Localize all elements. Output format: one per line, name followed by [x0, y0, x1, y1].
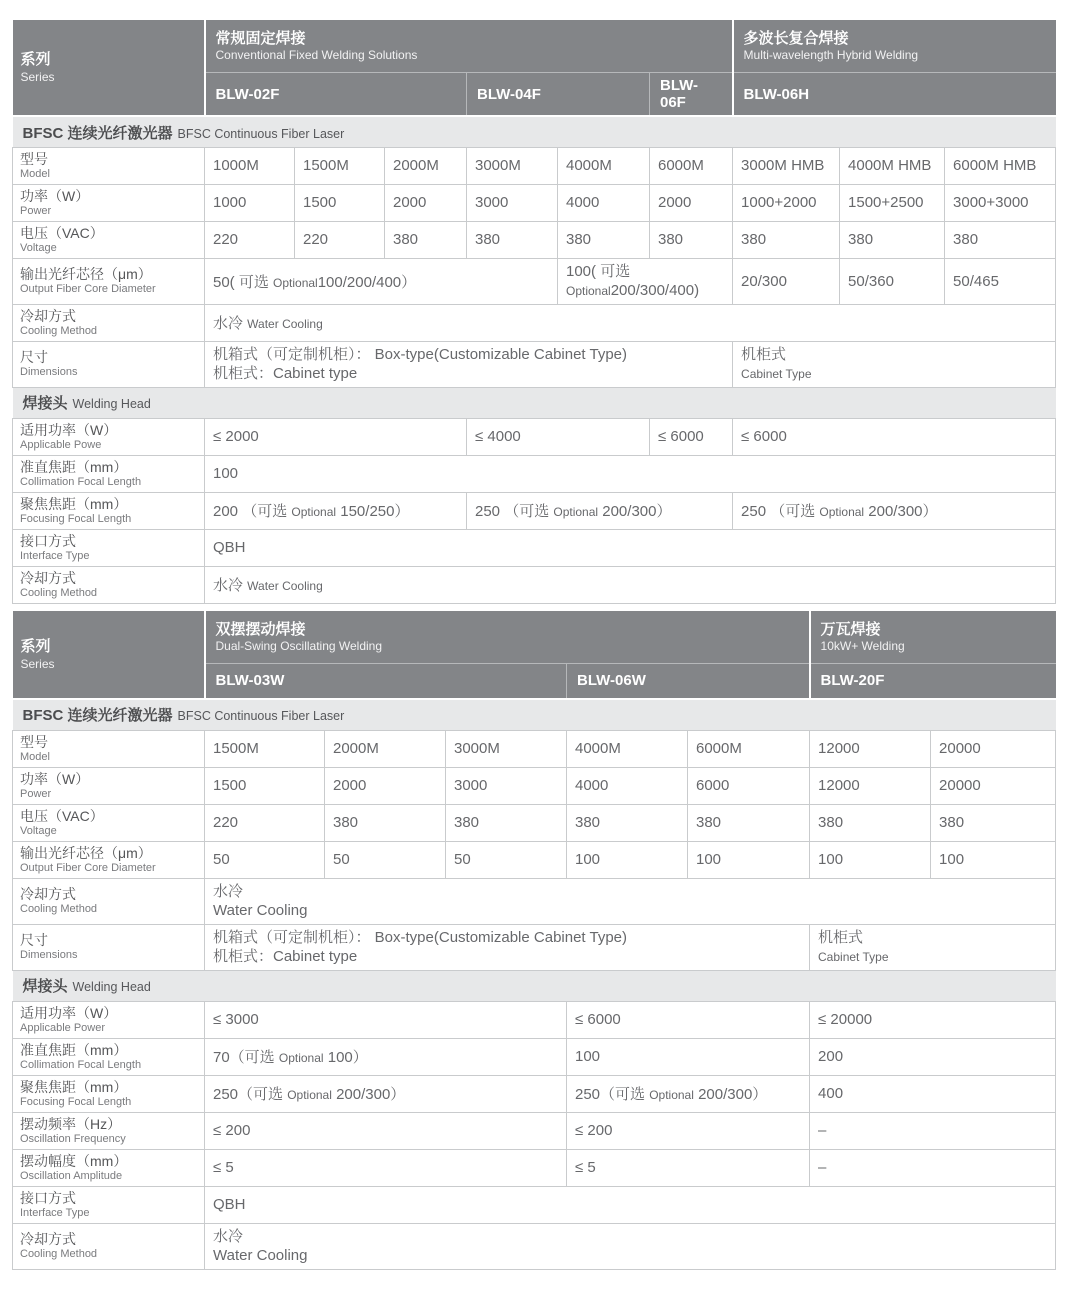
row-label-en: Power — [20, 204, 52, 217]
welding-category-header — [810, 611, 1056, 664]
cell-line — [213, 928, 801, 948]
spec-cell: 1500 — [205, 767, 325, 804]
row-label-en: Power — [20, 787, 52, 800]
spec-cell: 100 — [567, 1038, 810, 1075]
model-column-header: BLW-02F — [205, 73, 467, 117]
cell-text: 250 （可选 — [741, 503, 820, 521]
spec-cell — [205, 492, 467, 529]
cell-text: 50( 可选 — [213, 273, 274, 291]
row-label-zh: 适用功率（W） — [20, 421, 118, 438]
spec-cell: 380 — [446, 804, 567, 841]
cell-text: 250（可选 — [575, 1086, 650, 1104]
spec-cell: 400 — [810, 1075, 1056, 1112]
row-label-en: Oscillation Frequency — [20, 1132, 126, 1145]
row-label-en: Dimensions — [20, 366, 78, 379]
section-band — [13, 699, 1056, 731]
row-label-zh: 输出光纤芯径（μm） — [20, 266, 152, 283]
welding-category-header — [205, 611, 810, 664]
category-en: 10kW+ Welding — [820, 639, 905, 654]
spec-cell: ≤ 5 — [205, 1149, 567, 1186]
model-column-header: BLW-06W — [567, 663, 810, 699]
spec-cell: 380 — [840, 221, 945, 258]
row-label — [13, 1001, 205, 1038]
spec-cell — [467, 492, 733, 529]
section-band — [13, 116, 1056, 148]
spec-table-conventional-hybrid — [12, 20, 1055, 604]
spec-cell — [205, 341, 733, 387]
row-label-en: Cooling Method — [20, 586, 98, 599]
row-label-en: Collimation Focal Length — [20, 1058, 142, 1071]
spec-cell: 380 — [688, 804, 810, 841]
spec-cell: 380 — [733, 221, 840, 258]
spec-cell: 220 — [205, 804, 325, 841]
row-label-en: Applicable Power — [20, 1021, 105, 1034]
spec-cell: 50 — [446, 841, 567, 878]
spec-cell — [558, 258, 733, 304]
spec-cell — [205, 1223, 1056, 1269]
spec-cell: 6000M — [650, 148, 733, 185]
spec-cell: 50 — [205, 841, 325, 878]
row-label-en: Dimensions — [20, 949, 78, 962]
row-label-en: Voltage — [20, 824, 57, 837]
row-label — [13, 455, 205, 492]
spec-cell: 1500M — [295, 148, 385, 185]
model-column-header: BLW-04F — [467, 73, 650, 117]
section-band-zh: BFSC 连续光纤激光器 — [22, 707, 173, 725]
cell-text: 200/300） — [331, 1086, 406, 1104]
spec-cell: 3000M — [467, 148, 558, 185]
spec-cell: 1000 — [205, 184, 295, 221]
row-label — [13, 566, 205, 603]
row-label — [13, 492, 205, 529]
cell-text: 200/300） — [693, 1086, 768, 1104]
cell-line — [213, 882, 1047, 902]
row-label-zh: 冷却方式 — [20, 569, 76, 586]
cell-line — [213, 947, 801, 967]
spec-cell: 380 — [945, 221, 1056, 258]
cell-line — [741, 345, 1047, 365]
row-label-zh: 接口方式 — [20, 532, 76, 549]
cell-text: Water Cooling — [247, 579, 323, 594]
spec-cell: 2000M — [385, 148, 467, 185]
row-label-zh: 冷却方式 — [20, 307, 76, 324]
row-label — [13, 221, 205, 258]
spec-cell: ≤ 200 — [205, 1112, 567, 1149]
spec-cell: 100 — [931, 841, 1056, 878]
spec-cell: ≤ 200 — [567, 1112, 810, 1149]
spec-cell: 1500M — [205, 730, 325, 767]
cell-line — [213, 345, 724, 365]
category-en: Dual-Swing Oscillating Welding — [215, 639, 383, 654]
cell-text: 200/300） — [864, 503, 938, 521]
spec-cell: 50/465 — [945, 258, 1056, 304]
row-label-zh: 输出光纤芯径（μm） — [20, 844, 152, 861]
spec-cell: 20000 — [931, 767, 1056, 804]
section-band-en: Welding Head — [72, 397, 151, 412]
row-label-en: Applicable Powe — [20, 438, 102, 451]
row-label-en: Cooling Method — [20, 903, 98, 916]
cell-line — [818, 947, 1047, 967]
spec-cell: ≤ 4000 — [467, 418, 650, 455]
row-label-en: Output Fiber Core Diameter — [20, 861, 156, 874]
row-label — [13, 304, 205, 341]
cell-text: Water Cooling — [247, 317, 323, 332]
row-label — [13, 841, 205, 878]
cell-text: Optional — [291, 505, 337, 520]
spec-cell: 100 — [567, 841, 688, 878]
cell-text: 200 （可选 — [213, 503, 292, 521]
cell-text: Water Cooling — [213, 902, 308, 920]
row-label-zh: 准直焦距（mm） — [20, 458, 128, 475]
row-label — [13, 148, 205, 185]
row-label-zh: 电压（VAC） — [20, 224, 104, 241]
row-label — [13, 184, 205, 221]
spec-cell: 12000 — [810, 767, 931, 804]
row-label — [13, 804, 205, 841]
cell-text: 机柜式 — [741, 345, 787, 363]
cell-text: Optional — [649, 1088, 694, 1103]
row-label-zh: 聚焦焦距（mm） — [20, 1078, 128, 1095]
spec-cell: 380 — [931, 804, 1056, 841]
section-band-zh: 焊接头 — [22, 395, 68, 413]
spec-cell: 380 — [810, 804, 931, 841]
cell-text: Optional — [566, 284, 611, 299]
spec-cell — [205, 1075, 567, 1112]
row-label — [13, 878, 205, 924]
spec-cell: 2000 — [650, 184, 733, 221]
spec-cell: 4000M HMB — [840, 148, 945, 185]
cell-text: 200/300/400) — [610, 282, 700, 300]
spec-cell — [205, 924, 810, 970]
row-label-en: Cooling Method — [20, 324, 98, 337]
spec-table-oscillating-10kw — [12, 611, 1055, 1270]
spec-cell: QBH — [205, 529, 1056, 566]
cell-line — [566, 262, 724, 282]
series-header — [13, 20, 205, 116]
spec-cell: 2000M — [325, 730, 446, 767]
spec-cell: 380 — [325, 804, 446, 841]
spec-cell: 4000 — [567, 767, 688, 804]
welding-category-header — [733, 20, 1056, 73]
row-label-en: Focusing Focal Length — [20, 1095, 132, 1108]
row-label — [13, 1223, 205, 1269]
cell-text: 机柜式 — [818, 928, 864, 946]
category-zh: 双摆摆动焊接 — [215, 620, 306, 638]
section-band-en: Welding Head — [72, 980, 151, 995]
row-label-en: Cooling Method — [20, 1248, 98, 1260]
spec-cell: ≤ 5 — [567, 1149, 810, 1186]
spec-cell: 1000+2000 — [733, 184, 840, 221]
spec-cell: ≤ 6000 — [650, 418, 733, 455]
spec-cell: 4000 — [558, 184, 650, 221]
spec-cell — [810, 924, 1056, 970]
spec-cell: 380 — [558, 221, 650, 258]
row-label — [13, 1038, 205, 1075]
row-label-zh: 准直焦距（mm） — [20, 1041, 128, 1058]
category-en: Conventional Fixed Welding Solutions — [215, 48, 418, 63]
series-header — [13, 611, 205, 699]
category-zh: 多波长复合焊接 — [743, 29, 849, 47]
cell-line — [566, 281, 724, 301]
row-label-en: Model — [20, 167, 50, 180]
section-band-zh: BFSC 连续光纤激光器 — [22, 124, 173, 142]
spec-cell: 1500+2500 — [840, 184, 945, 221]
cell-text: 250 （可选 — [475, 503, 554, 521]
cell-line — [213, 1227, 1047, 1247]
cell-text: Optional — [278, 1051, 324, 1066]
conventional-and-hybrid-welding — [12, 20, 1056, 604]
spec-cell: 3000M HMB — [733, 148, 840, 185]
spec-cell: 380 — [385, 221, 467, 258]
cell-text: Cabinet Type — [741, 367, 812, 382]
spec-cell: 380 — [650, 221, 733, 258]
spec-cell: ≤ 6000 — [567, 1001, 810, 1038]
spec-cell — [567, 1075, 810, 1112]
section-band — [13, 387, 1056, 418]
row-label-en: Output Fiber Core Diameter — [20, 283, 156, 296]
series-label-zh: 系列 — [20, 638, 51, 656]
spec-cell — [733, 492, 1056, 529]
row-label — [13, 258, 205, 304]
spec-cell: QBH — [205, 1186, 1056, 1223]
row-label-zh: 冷却方式 — [20, 886, 76, 903]
row-label-zh: 型号 — [20, 733, 48, 750]
row-label-zh: 尺寸 — [20, 932, 48, 949]
category-zh: 万瓦焊接 — [820, 620, 881, 638]
row-label-en: Model — [20, 750, 50, 763]
cell-line — [741, 364, 1047, 384]
spec-cell: 20000 — [931, 730, 1056, 767]
row-label-zh: 摆动频率（Hz） — [20, 1115, 122, 1132]
row-label-zh: 尺寸 — [20, 349, 48, 366]
cell-text: 机箱式（可定制机柜）： Box-type(Customizable Cabinet Type) — [213, 345, 628, 363]
spec-cell: 6000M — [688, 730, 810, 767]
cell-text: 机柜式：Cabinet type — [213, 365, 358, 383]
row-label — [13, 529, 205, 566]
row-label — [13, 1186, 205, 1223]
spec-cell: 380 — [467, 221, 558, 258]
spec-cell: 4000M — [558, 148, 650, 185]
model-column-header: BLW-06F — [650, 73, 733, 117]
series-label-zh: 系列 — [20, 51, 51, 69]
row-label-zh: 适用功率（W） — [20, 1004, 118, 1021]
spec-cell: 200 — [810, 1038, 1056, 1075]
cell-line — [213, 1246, 1047, 1266]
spec-cell: 6000 — [688, 767, 810, 804]
spec-cell: 20/300 — [733, 258, 840, 304]
row-label-zh: 功率（W） — [20, 770, 90, 787]
spec-cell: 220 — [205, 221, 295, 258]
spec-cell: 100 — [688, 841, 810, 878]
section-band-zh: 焊接头 — [22, 978, 68, 996]
row-label — [13, 341, 205, 387]
model-column-header: BLW-06H — [733, 73, 1056, 117]
spec-cell: 2000 — [385, 184, 467, 221]
series-label-en: Series — [20, 69, 55, 84]
cell-text: 200/300） — [598, 503, 672, 521]
row-label — [13, 1149, 205, 1186]
spec-cell: 380 — [567, 804, 688, 841]
row-label-zh: 冷却方式 — [20, 1231, 76, 1248]
cell-text: Optional — [273, 275, 318, 290]
series-label-en: Series — [20, 656, 55, 671]
cell-text: Optional — [287, 1088, 332, 1103]
spec-cell: 3000 — [467, 184, 558, 221]
welding-category-header — [205, 20, 733, 73]
cell-text: 150/250） — [336, 503, 410, 521]
spec-cell: 3000+3000 — [945, 184, 1056, 221]
spec-cell: ≤ 6000 — [733, 418, 1056, 455]
spec-cell: 220 — [295, 221, 385, 258]
spec-cell — [205, 304, 1056, 341]
spec-cell: 4000M — [567, 730, 688, 767]
cell-text: Optional — [553, 505, 599, 520]
spec-cell: ≤ 3000 — [205, 1001, 567, 1038]
row-label-zh: 接口方式 — [20, 1189, 76, 1206]
row-label-en: Focusing Focal Length — [20, 512, 132, 525]
spec-cell: 3000M — [446, 730, 567, 767]
row-label — [13, 730, 205, 767]
cell-text: Cabinet Type — [818, 950, 889, 965]
spec-cell: 100 — [205, 455, 1056, 492]
spec-cell: ≤ 20000 — [810, 1001, 1056, 1038]
cell-text: 机柜式：Cabinet type — [213, 948, 358, 966]
spec-cell: 2000 — [325, 767, 446, 804]
row-label-en: Oscillation Amplitude — [20, 1169, 123, 1182]
section-band-en: BFSC Continuous Fiber Laser — [177, 709, 345, 724]
row-label-zh: 功率（W） — [20, 187, 90, 204]
row-label-zh: 聚焦焦距（mm） — [20, 495, 128, 512]
spec-cell — [205, 566, 1056, 603]
row-label-zh: 型号 — [20, 151, 48, 167]
cell-text: 100( 可选 — [566, 262, 631, 280]
cell-text: 水冷 — [213, 1227, 244, 1245]
cell-text: 100/200/400） — [317, 273, 417, 291]
section-band-en: BFSC Continuous Fiber Laser — [177, 126, 345, 141]
cell-text: 250（可选 — [213, 1086, 288, 1104]
oscillating-and-10kw-welding — [12, 611, 1056, 1270]
cell-text: 70（可选 — [213, 1049, 279, 1067]
cell-line — [213, 364, 724, 384]
spec-cell: 50 — [325, 841, 446, 878]
cell-text: 水冷 — [213, 577, 248, 595]
spec-cell: ≤ 2000 — [205, 418, 467, 455]
row-label-en: Collimation Focal Length — [20, 475, 142, 488]
model-column-header: BLW-20F — [810, 663, 1056, 699]
spec-cell: 1000M — [205, 148, 295, 185]
spec-cell — [205, 1038, 567, 1075]
cell-text: 机箱式（可定制机柜）： Box-type(Customizable Cabinet Type) — [213, 928, 628, 946]
row-label — [13, 924, 205, 970]
cell-text: Water Cooling — [213, 1247, 308, 1265]
spec-cell: 6000M HMB — [945, 148, 1056, 185]
cell-text: 水冷 — [213, 882, 244, 900]
spec-cell: 3000 — [446, 767, 567, 804]
row-label-zh: 摆动幅度（mm） — [20, 1152, 128, 1169]
cell-line — [213, 901, 1047, 921]
spec-cell — [733, 341, 1056, 387]
row-label-zh: 电压（VAC） — [20, 807, 104, 824]
row-label — [13, 767, 205, 804]
spec-cell: 50/360 — [840, 258, 945, 304]
cell-text: Optional — [819, 505, 865, 520]
cell-text: 100） — [323, 1049, 368, 1067]
category-zh: 常规固定焊接 — [215, 29, 306, 47]
spec-cell — [205, 878, 1056, 924]
row-label-en: Interface Type — [20, 1206, 90, 1219]
row-label — [13, 418, 205, 455]
model-column-header: BLW-03W — [205, 663, 567, 699]
cell-line — [818, 928, 1047, 948]
spec-cell: – — [810, 1112, 1056, 1149]
row-label — [13, 1075, 205, 1112]
row-label-en: Interface Type — [20, 549, 90, 562]
row-label — [13, 1112, 205, 1149]
spec-cell — [205, 258, 558, 304]
category-en: Multi-wavelength Hybrid Welding — [743, 48, 919, 63]
spec-cell: 100 — [810, 841, 931, 878]
row-label-en: Voltage — [20, 241, 57, 254]
section-band — [13, 970, 1056, 1001]
cell-text: 水冷 — [213, 315, 248, 333]
spec-cell: 1500 — [295, 184, 385, 221]
spec-cell: 12000 — [810, 730, 931, 767]
spec-cell: – — [810, 1149, 1056, 1186]
